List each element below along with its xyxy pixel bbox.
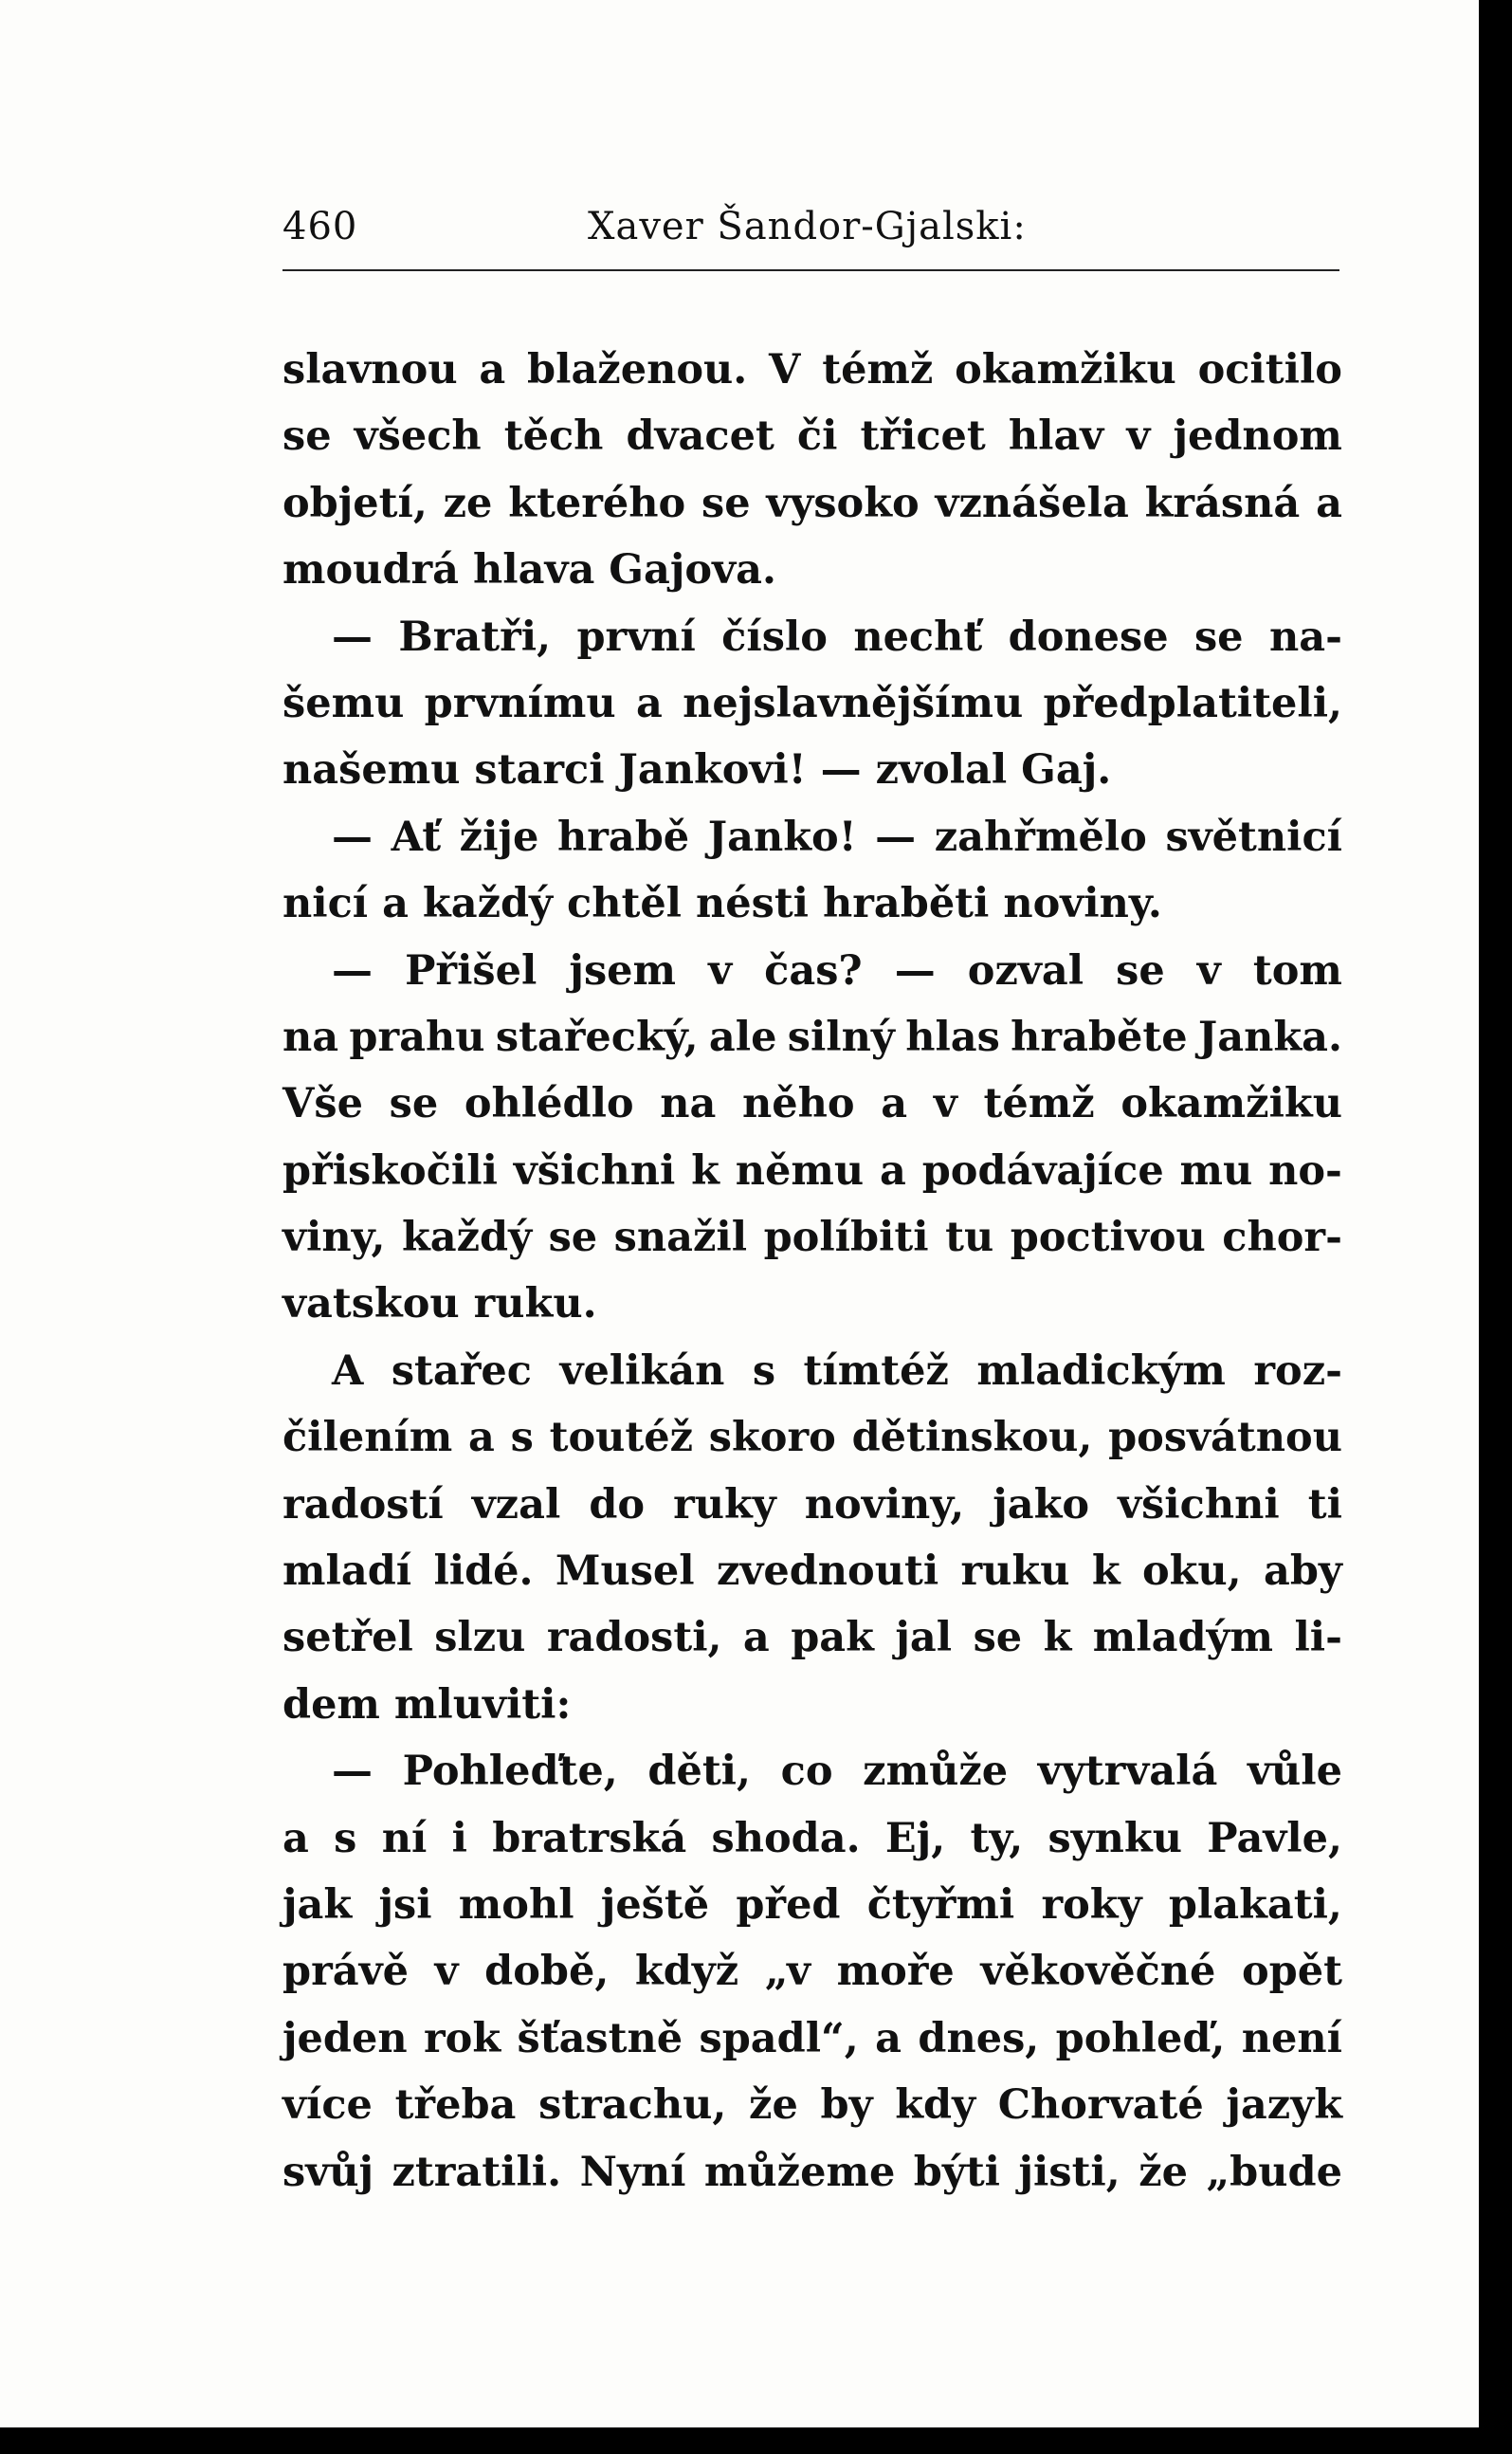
text-line: radostí vzal do ruky noviny, jako všichni ti <box>282 1480 1342 1529</box>
text-line: přiskočili všichni k němu a podávajíce mu no- <box>282 1146 1342 1195</box>
text-line: jeden rok šťastně spadl“, a dnes, pohleď, není <box>282 2014 1342 2062</box>
header-rule <box>282 269 1339 271</box>
text-line: více třeba strachu, že by kdy Chorvaté jazyk <box>282 2081 1342 2130</box>
text-line: nicí a každý chtěl nésti hraběti noviny. <box>282 880 1162 928</box>
text-line: jak jsi mohl ještě před čtyřmi roky plakati, <box>282 1880 1342 1929</box>
running-title: Xaver Šandor-Gjalski: <box>588 205 1027 248</box>
text-line: mladí lidé. Musel zvednouti ruku k oku, aby <box>282 1547 1342 1596</box>
text-line: slavnou a blaženou. V témž okamžiku ocitilo <box>282 346 1342 394</box>
text-line: — Bratři, první číslo nechť donese se na- <box>332 613 1342 661</box>
text-line: dem mluviti: <box>282 1680 572 1729</box>
scan-edge-right <box>1479 0 1512 2454</box>
text-line: vatskou ruku. <box>282 1280 597 1328</box>
body-text <box>282 337 1342 2206</box>
text-line: — Ať žije hrabě Janko! — zahřmělo světnicí <box>332 813 1342 861</box>
text-line: šemu prvnímu a nejslavnějšímu předplatiteli, <box>282 679 1342 727</box>
text-line: viny, každý se snažil políbiti tu poctivou chor- <box>282 1214 1342 1262</box>
text-line: na prahu stařecký, ale silný hlas hraběte Janka. <box>282 1013 1342 1061</box>
text-line: A stařec velikán s tímtéž mladickým roz- <box>332 1346 1342 1395</box>
page-number: 460 <box>282 205 358 248</box>
text-line: se všech těch dvacet či třicet hlav v jednom <box>282 412 1342 461</box>
text-line: právě v době, když „v moře věkověčné opět <box>282 1948 1342 1996</box>
text-line: — Pohleďte, děti, co zmůže vytrvalá vůle <box>332 1748 1342 1796</box>
page-header <box>282 201 1344 266</box>
text-line: svůj ztratili. Nyní můžeme býti jisti, že „bude <box>282 2148 1342 2196</box>
text-line: setřel slzu radosti, a pak jal se k mladým li- <box>282 1614 1342 1662</box>
text-line: čilením a s toutéž skoro dětinskou, posvátnou <box>282 1414 1342 1462</box>
text-line: moudrá hlava Gajova. <box>282 546 776 595</box>
text-line: — Přišel jsem v čas? — ozval se v tom <box>332 946 1342 995</box>
text-line: Vše se ohlédlo na něho a v témž okamžiku <box>282 1080 1342 1128</box>
text-line: a s ní i bratrská shoda. Ej, ty, synku Pavle, <box>282 1814 1342 1862</box>
text-line: našemu starci Jankovi! — zvolal Gaj. <box>282 746 1112 795</box>
scan-edge-bottom <box>0 2427 1512 2454</box>
text-line: objetí, ze kterého se vysoko vznášela krásná a <box>282 479 1342 527</box>
